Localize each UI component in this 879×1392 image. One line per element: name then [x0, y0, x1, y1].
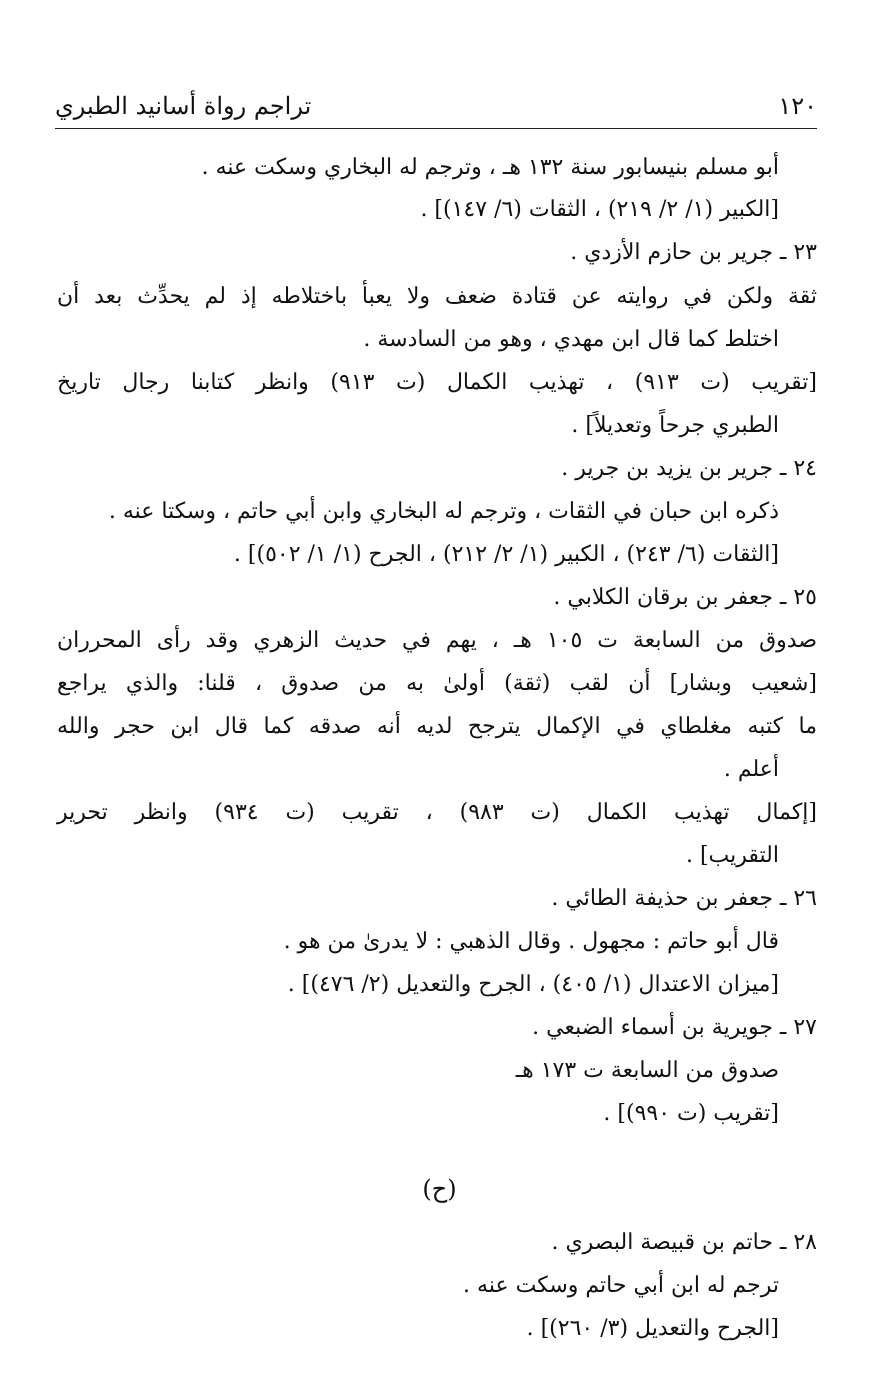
- text-line: ثقة ولكن في روايته عن قتادة ضعف ولا يعبأ باختلاطه إذ لم يحدِّث بعد أن: [57, 284, 817, 309]
- entry-heading: ٢٨ ـ حاتم بن قبيصة البصري .: [551, 1230, 817, 1255]
- text-line: [إكمال تهذيب الكمال (ت ٩٨٣) ، تقريب (ت ٩٣٤) وانظر تحرير: [57, 800, 817, 825]
- text-line: [الكبير (١/ ٢/ ٢١٩) ، الثقات (٦/ ١٤٧)] .: [420, 197, 779, 222]
- text-line: [شعيب وبشار] أن لقب (ثقة) أولىٰ به من صدوق ، قلنا: والذي يراجع: [57, 671, 817, 696]
- text-line: صدوق من السابعة ت ١٠٥ هـ ، يهم في حديث الزهري وقد رأى المحرران: [57, 628, 817, 653]
- entry-heading: ٢٥ ـ جعفر بن برقان الكلابي .: [553, 585, 817, 610]
- running-title: تراجم رواة أسانيد الطبري: [55, 92, 312, 120]
- page-header: [55, 88, 817, 129]
- text-line: اختلط كما قال ابن مهدي ، وهو من السادسة .: [363, 327, 779, 352]
- text-line: قال أبو حاتم : مجهول . وقال الذهبي : لا يدرىٰ من هو .: [283, 929, 779, 954]
- text-line: ترجم له ابن أبي حاتم وسكت عنه .: [463, 1273, 779, 1298]
- text-line: الطبري جرحاً وتعديلاً] .: [571, 413, 779, 438]
- entry-heading: ٢٤ ـ جرير بن يزيد بن جرير .: [561, 456, 817, 481]
- text-line: أعلم .: [723, 757, 779, 782]
- text-line: [الجرح والتعديل (٣/ ٢٦٠)] .: [526, 1316, 779, 1341]
- text-line: [ميزان الاعتدال (١/ ٤٠٥) ، الجرح والتعديل (٢/ ٤٧٦)] .: [287, 972, 779, 997]
- entry-heading: ٢٧ ـ جويرية بن أسماء الضبعي .: [532, 1015, 817, 1040]
- entry-heading: ٢٦ ـ جعفر بن حذيفة الطائي .: [551, 886, 817, 911]
- text-line: [تقريب (ت ٩٩٠)] .: [603, 1101, 779, 1126]
- text-line: صدوق من السابعة ت ١٧٣ هـ: [515, 1058, 779, 1083]
- section-letter: (ح): [422, 1175, 457, 1203]
- text-line: ذكره ابن حبان في الثقات ، وترجم له البخاري وابن أبي حاتم ، وسكتا عنه .: [108, 499, 779, 524]
- text-line: [تقريب (ت ٩١٣) ، تهذيب الكمال (ت ٩١٣) وانظر كتابنا رجال تاريخ: [57, 370, 817, 395]
- text-line: التقريب] .: [685, 843, 779, 868]
- page-number: ١٢٠: [778, 92, 817, 120]
- text-line: أبو مسلم بنيسابور سنة ١٣٢ هـ ، وترجم له البخاري وسكت عنه .: [201, 155, 779, 180]
- text-line: [الثقات (٦/ ٢٤٣) ، الكبير (١/ ٢/ ٢١٢) ، الجرح (١/ ١/ ٥٠٢)] .: [233, 542, 779, 567]
- text-line: ما كتبه مغلطاي في الإكمال يترجح لديه أنه صدقه كما قال ابن حجر والله: [57, 714, 817, 739]
- entry-heading: ٢٣ ـ جرير بن حازم الأزدي .: [570, 240, 817, 265]
